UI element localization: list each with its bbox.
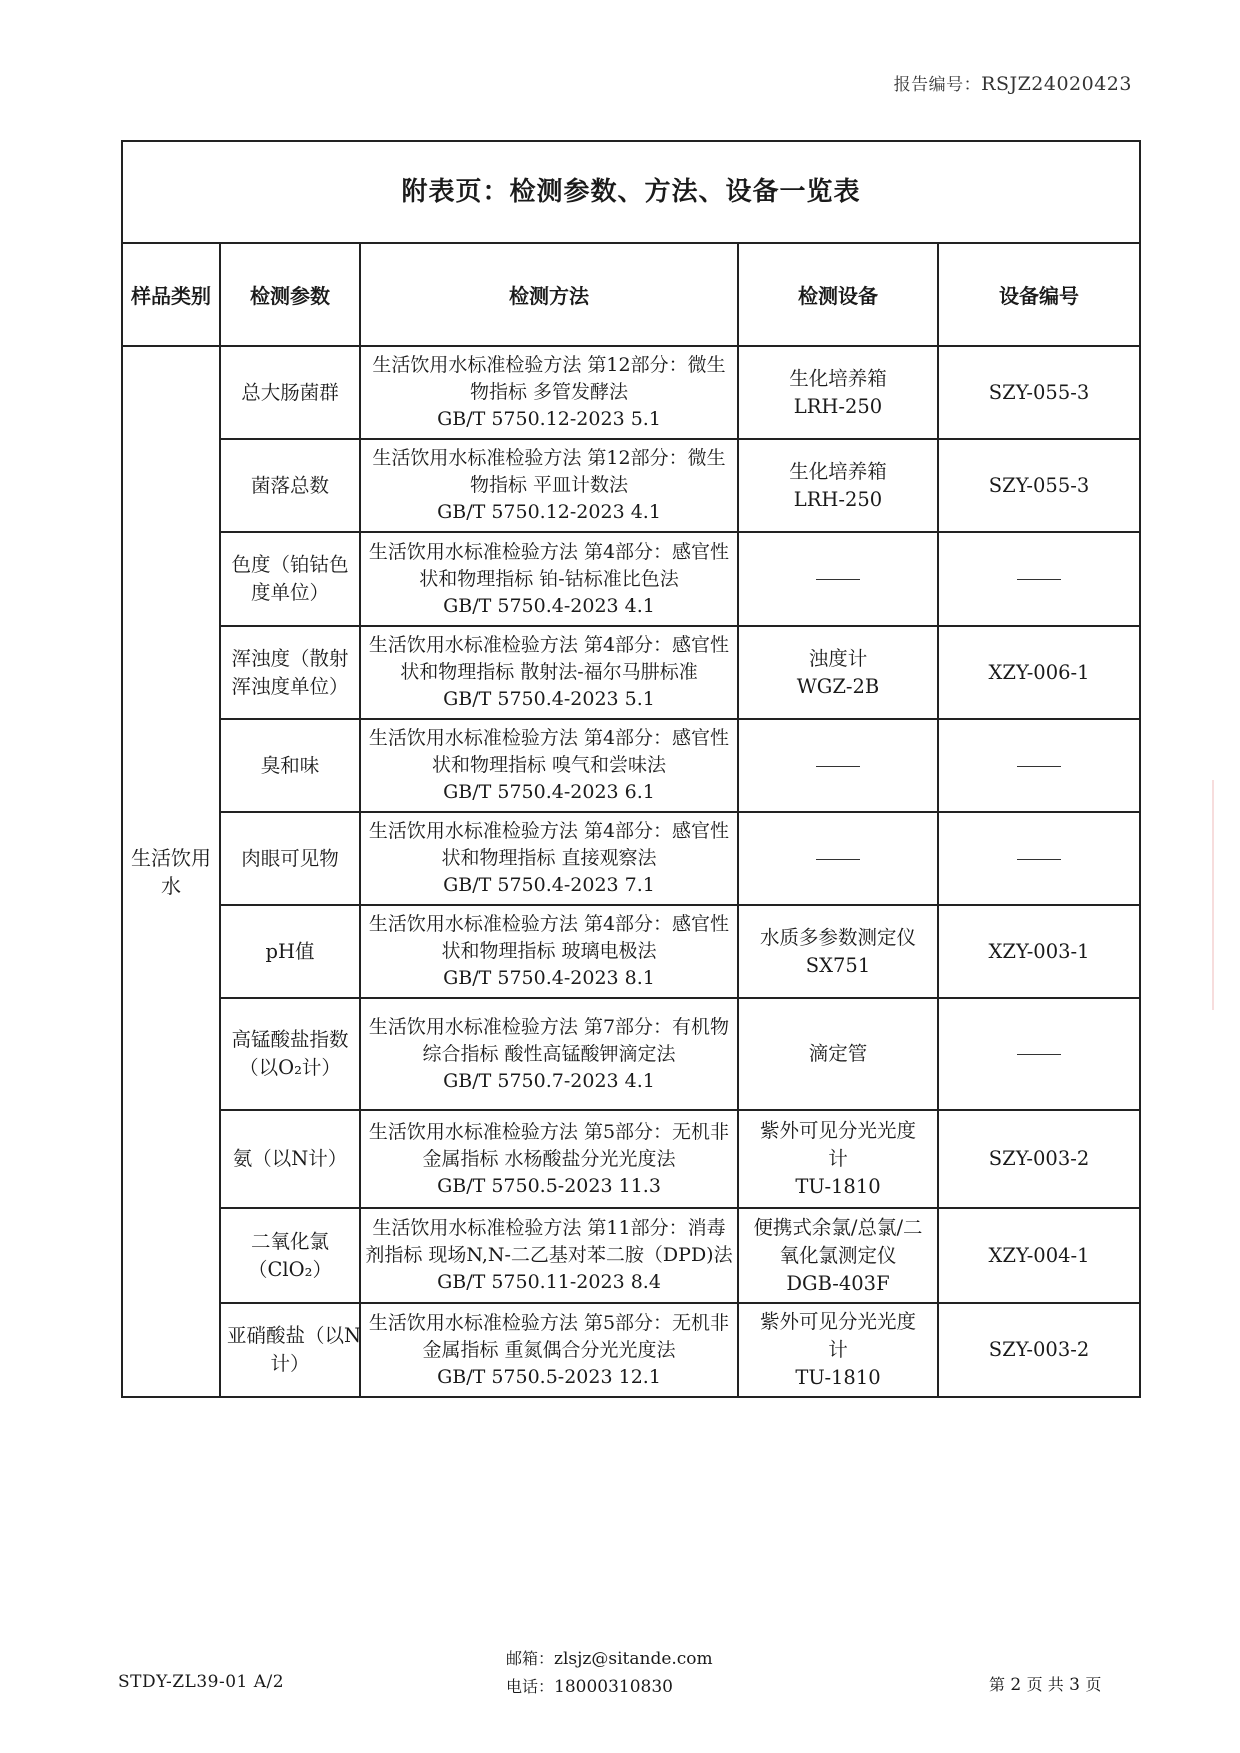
method-line: 生活饮用水标准检验方法 第12部分：微生 [372,447,726,469]
equipment-cell [738,719,938,812]
document-code: STDY-ZL39-01 A/2 [118,1672,285,1692]
equipment-cell [738,346,938,439]
equipment-line: 便携式余氯/总氯/二 [753,1215,923,1239]
method-line: 生活饮用水标准检验方法 第4部分：感官性 [368,540,730,563]
table-row [122,812,1140,905]
equipment-line: LRH-250 [793,487,883,511]
equipment-line: WGZ-2B [796,674,880,698]
method-line: 状和物理指标 散射法-福尔马肼标准 [400,661,698,683]
parameter-cell [220,812,360,905]
method-line: 物指标 多管发酵法 [469,381,629,403]
method-line: 生活饮用水标准检验方法 第12部分：微生 [372,354,726,376]
method-cell [360,812,738,905]
email-line [506,1645,713,1673]
method-line: GB/T 5750.4-2023 5.1 [443,688,655,710]
parameter-cell [220,1208,360,1303]
method-cell [360,1208,738,1303]
equipment-line: 计 [828,1147,848,1170]
parameter-line: 亚硝酸盐（以N [227,1324,362,1347]
method-line: GB/T 5750.12-2023 4.1 [437,501,661,523]
equipment-number-cell: XZY-006-1 [938,626,1140,719]
equipment-cell [738,998,938,1110]
page-current: 2 [1010,1675,1022,1695]
page-number [989,1672,1101,1695]
method-line: 状和物理指标 玻璃电极法 [441,940,657,962]
method-line: GB/T 5750.5-2023 11.3 [437,1174,661,1197]
equipment-line: 紫外可见分光光度 [759,1310,916,1333]
parameter-line: 二氧化氯 [250,1229,329,1253]
table-body [122,346,1140,1397]
email-label: 邮箱： [506,1649,555,1668]
method-cell [360,998,738,1110]
appendix-table [121,140,1141,1398]
table-row [122,998,1140,1110]
equipment-line: TU-1810 [795,1175,881,1198]
page-mid: 页 共 [1026,1675,1064,1694]
page-total: 3 [1069,1675,1080,1695]
method-cell [360,626,738,719]
table-row [122,532,1140,626]
method-line: GB/T 5750.12-2023 5.1 [437,408,661,430]
table-header-row [122,243,1140,346]
parameter-line: 总大肠菌群 [241,380,339,404]
method-line: GB/T 5750.4-2023 6.1 [443,781,655,803]
equipment-number-cell: XZY-003-1 [938,905,1140,998]
equipment-cell [738,1303,938,1397]
equipment-cell [738,812,938,905]
parameter-line: 高锰酸盐指数 [231,1028,349,1051]
equipment-number-cell: SZY-003-2 [938,1110,1140,1208]
page-suffix: 页 [1085,1675,1102,1694]
method-line: 生活饮用水标准检验方法 第4部分：感官性 [368,727,730,749]
equipment-number-cell [938,998,1140,1110]
parameter-line: 臭和味 [260,753,320,777]
empty-dash [1017,859,1061,860]
parameter-line: （ClO₂） [248,1257,332,1281]
parameter-cell [220,532,360,626]
equipment-cell [738,439,938,532]
method-line: GB/T 5750.11-2023 8.4 [437,1271,661,1293]
method-line: 生活饮用水标准检验方法 第4部分：感官性 [368,913,730,935]
equipment-cell [738,1110,938,1208]
parameter-line: 计） [270,1352,310,1375]
table-row [122,1110,1140,1208]
parameter-cell [220,1110,360,1208]
equipment-number-cell: SZY-003-2 [938,1303,1140,1397]
table-row [122,719,1140,812]
table-row [122,626,1140,719]
table-row [122,439,1140,532]
method-line: 状和物理指标 嗅气和尝味法 [431,754,667,776]
phone-value: 18000310830 [554,1677,673,1697]
equipment-line: TU-1810 [795,1366,881,1389]
method-line: 状和物理指标 铂-钴标准比色法 [419,567,679,590]
parameter-line: （以O₂计） [239,1056,341,1079]
parameter-line: pH值 [265,939,315,963]
equipment-cell [738,626,938,719]
parameter-cell [220,439,360,532]
parameter-cell [220,346,360,439]
equipment-number-cell: SZY-055-3 [938,346,1140,439]
parameter-line: 浑浊度单位） [231,674,349,698]
method-line: 生活饮用水标准检验方法 第4部分：感官性 [368,820,730,842]
parameter-line: 氨（以N计） [232,1147,348,1170]
column-header-sample-category: 样品类别 [122,243,220,346]
method-line: GB/T 5750.7-2023 4.1 [443,1069,655,1092]
method-cell [360,439,738,532]
table-row [122,1208,1140,1303]
equipment-cell [738,905,938,998]
empty-dash [1017,766,1061,767]
method-line: 生活饮用水标准检验方法 第11部分：消毒 [372,1217,726,1239]
method-line: 生活饮用水标准检验方法 第5部分：无机非 [368,1120,730,1143]
method-line: 金属指标 水杨酸盐分光光度法 [422,1147,676,1170]
parameter-cell [220,1303,360,1397]
equipment-line: 滴定管 [808,1042,868,1065]
column-header-method: 检测方法 [360,243,738,346]
column-header-equipment-number: 设备编号 [938,243,1140,346]
equipment-number-cell [938,719,1140,812]
method-line: GB/T 5750.4-2023 7.1 [443,874,655,896]
parameter-line: 浑浊度（散射 [231,646,349,670]
method-cell [360,532,738,626]
table-row [122,905,1140,998]
equipment-cell [738,1208,938,1303]
parameter-cell [220,998,360,1110]
method-line: 生活饮用水标准检验方法 第4部分：感官性 [368,634,730,656]
equipment-line: 生化培养箱 [789,459,887,483]
parameter-cell [220,719,360,812]
empty-dash [1017,1054,1061,1055]
empty-dash [816,859,860,860]
phone-label: 电话： [506,1677,555,1696]
equipment-line: 紫外可见分光光度 [759,1119,916,1142]
report-number [894,70,1132,95]
method-line: 物指标 平皿计数法 [469,474,629,496]
method-cell [360,1303,738,1397]
equipment-number-cell [938,812,1140,905]
method-cell [360,719,738,812]
method-line: 生活饮用水标准检验方法 第7部分：有机物 [368,1015,730,1038]
equipment-cell [738,532,938,626]
equipment-line: 计 [828,1338,848,1361]
phone-line [506,1673,713,1701]
method-line: 剂指标 现场N,N-二乙基对苯二胺（DPD)法 [365,1244,733,1266]
report-number-value: RSJZ24020423 [981,73,1132,95]
method-cell [360,346,738,439]
email-value: zlsjz@sitande.com [554,1649,713,1669]
empty-dash [816,766,860,767]
equipment-line: 水质多参数测定仪 [759,925,916,949]
parameter-cell [220,905,360,998]
equipment-number-cell [938,532,1140,626]
equipment-line: SX751 [805,953,871,977]
contact-info [506,1645,713,1701]
equipment-line: DGB-403F [786,1271,890,1295]
method-cell [360,905,738,998]
method-line: GB/T 5750.4-2023 4.1 [443,594,655,617]
table-row [122,1303,1140,1397]
empty-dash [1017,579,1061,580]
method-line: GB/T 5750.5-2023 12.1 [437,1365,661,1388]
parameter-cell [220,626,360,719]
column-header-parameter: 检测参数 [220,243,360,346]
method-line: 综合指标 酸性高锰酸钾滴定法 [422,1042,676,1065]
table-title: 附表页：检测参数、方法、设备一览表 [122,141,1140,243]
method-line: GB/T 5750.4-2023 8.1 [443,967,655,989]
equipment-number-cell: SZY-055-3 [938,439,1140,532]
report-number-label: 报告编号： [893,75,982,95]
column-header-equipment: 检测设备 [738,243,938,346]
equipment-line: LRH-250 [793,394,883,418]
empty-dash [816,579,860,580]
equipment-number-cell: XZY-004-1 [938,1208,1140,1303]
page-prefix: 第 [989,1675,1006,1694]
table-row [122,346,1140,439]
parameter-line: 菌落总数 [250,473,329,497]
stamp-fragment [1212,780,1240,1010]
method-cell [360,1110,738,1208]
equipment-line: 氧化氯测定仪 [779,1243,897,1267]
equipment-line: 生化培养箱 [789,366,887,390]
method-line: 生活饮用水标准检验方法 第5部分：无机非 [368,1311,730,1334]
parameter-line: 度单位） [250,581,329,604]
equipment-line: 浊度计 [808,646,868,670]
appendix-table-container [121,140,1139,1398]
method-line: 金属指标 重氮偶合分光光度法 [422,1338,676,1361]
method-line: 状和物理指标 直接观察法 [441,847,657,869]
sample-category-cell: 生活饮用水 [122,346,220,1397]
parameter-line: 色度（铂钴色 [231,553,349,576]
parameter-line: 肉眼可见物 [241,846,339,870]
